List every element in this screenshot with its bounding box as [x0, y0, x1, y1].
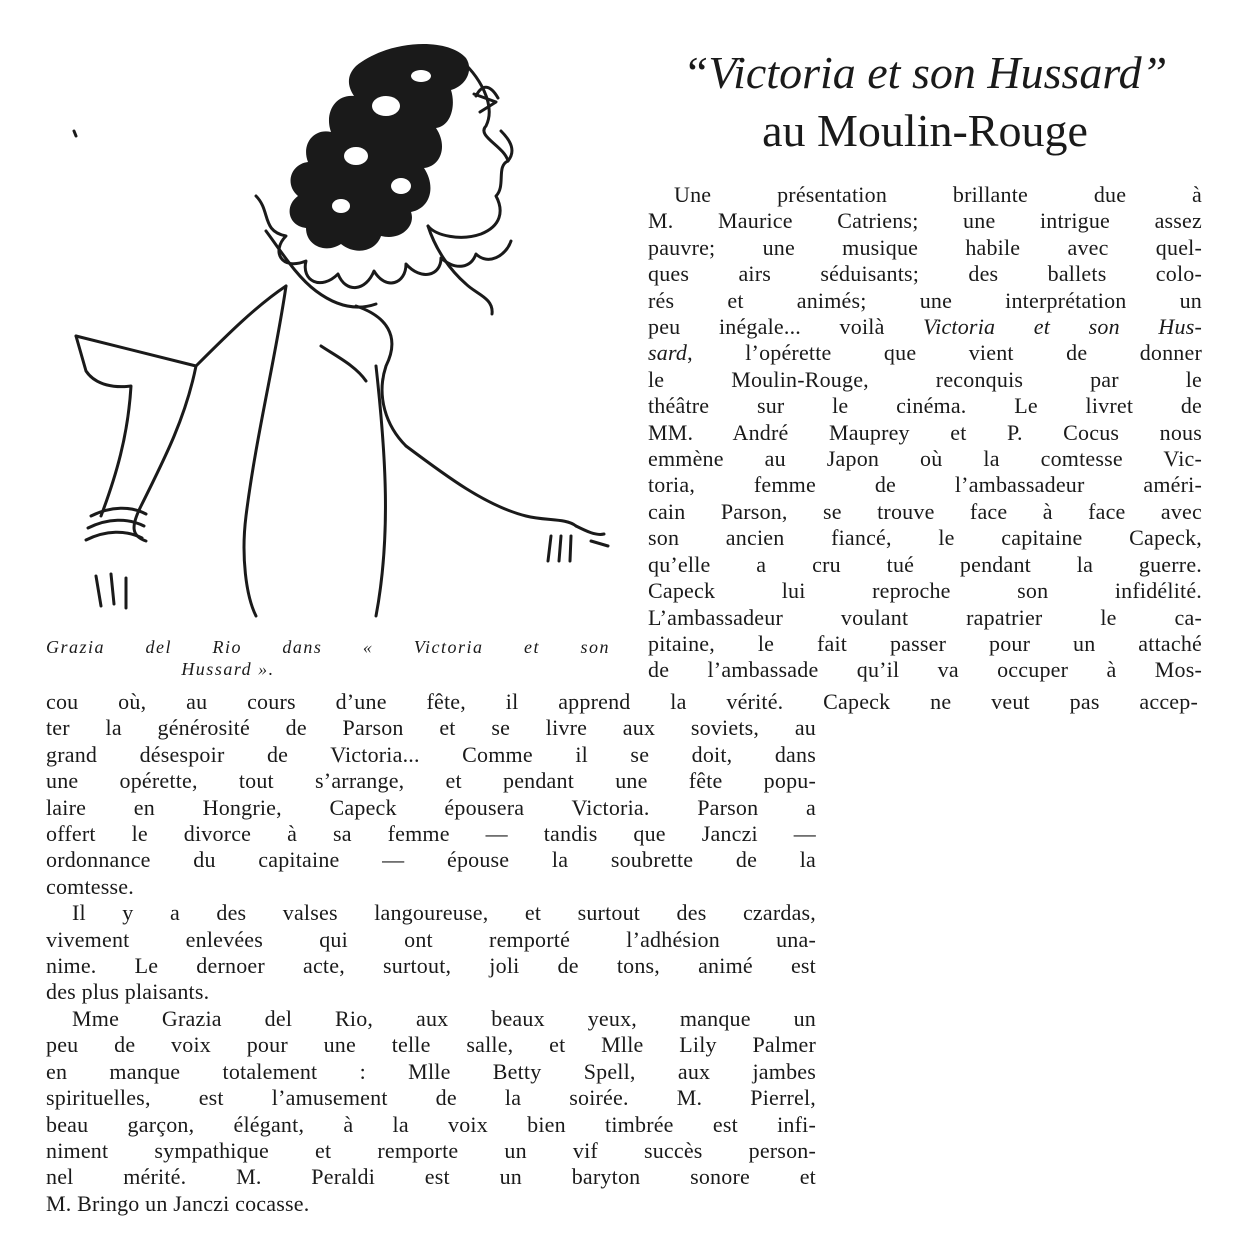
text-line: son ancien fiancé, le capitaine Capeck,	[648, 525, 1202, 551]
text-line: vivement enlevées qui ont remporté l’adhésion una-	[46, 926, 816, 952]
text-fragment: peu inégale... voilà	[648, 314, 924, 340]
text-line: ordonnance du capitaine — épouse la soubrette de la	[46, 847, 816, 873]
text-line: qu’elle a cru tué pendant la guerre.	[648, 551, 1202, 577]
text-line: offert le divorce à sa femme — tandis que Janczi —	[46, 821, 816, 847]
text-line: Mme Grazia del Rio, aux beaux yeux, manque un	[72, 1005, 816, 1031]
text-line: toria, femme de l’ambassadeur améri-	[648, 472, 1202, 498]
title-line-2: au Moulin-Rouge	[762, 105, 1088, 156]
text-line: ter la générosité de Parson et se livre aux soviets, au	[46, 715, 816, 741]
text-line: L’ambassadeur voulant rapatrier le ca-	[648, 604, 1202, 630]
text-line: MM. André Mauprey et P. Cocus nous	[648, 419, 1202, 445]
text-line: cain Parson, se trouve face à face avec	[648, 498, 1202, 524]
article-title	[630, 44, 1220, 160]
text-line: de l’ambassade qu’il va occuper à Mos-	[648, 657, 1202, 683]
text-line: spirituelles, est l’amusement de la soirée. M. Pierrel,	[46, 1085, 816, 1111]
text-line: peu de voix pour une telle salle, et Mlle Lily Palmer	[46, 1032, 816, 1058]
caption-line: Grazia del Rio dans « Victoria et son	[46, 637, 610, 657]
text-line: une opérette, tout s’arrange, et pendant une fête popu-	[46, 768, 816, 794]
text-line	[648, 314, 1202, 340]
text-line: nime. Le dernoer acte, surtout, joli de tons, animé est	[46, 953, 816, 979]
text-line: cou où, au cours d’une fête, il apprend la vérité. Capeck ne veut pas accep-	[46, 689, 1198, 714]
text-line: des plus plaisants.	[46, 979, 210, 1005]
text-line: comtesse.	[46, 873, 134, 899]
text-line: grand désespoir de Victoria... Comme il se doit, dans	[46, 741, 816, 767]
text-line: beau garçon, élégant, à la voix bien timbrée est infi-	[46, 1111, 816, 1137]
text-line: ques airs séduisants; des ballets colo-	[648, 261, 1202, 287]
work-title-ref: Victoria et son Hus-	[923, 314, 1202, 340]
text-line: laire en Hongrie, Capeck épousera Victoria. Parson a	[46, 794, 816, 820]
text-line: le Moulin-Rouge, reconquis par le	[648, 366, 1202, 392]
caption-line: Hussard ».	[181, 659, 275, 679]
work-title-ref: sard	[648, 340, 688, 366]
text-line: niment sympathique et remporte un vif succès person-	[46, 1137, 816, 1163]
text-line: en manque totalement : Mlle Betty Spell, aux jambes	[46, 1058, 816, 1084]
woman-sketch-icon	[56, 36, 616, 636]
text-line: Il y a des valses langoureuse, et surtout des czardas,	[72, 900, 816, 926]
text-line: Une présentation brillante due à	[674, 182, 1202, 207]
text-fragment: , l’opérette que vient de donner	[687, 340, 1202, 366]
text-line: M. Maurice Catriens; une intrigue assez	[648, 208, 1202, 234]
text-line: emmène au Japon où la comtesse Vic-	[648, 446, 1202, 472]
text-line: Capeck lui reproche son infidélité.	[648, 578, 1202, 604]
text-line: rés et animés; une interprétation un	[648, 287, 1202, 313]
text-line: M. Bringo un Janczi cocasse.	[46, 1190, 310, 1216]
illustration	[56, 36, 616, 636]
text-line: théâtre sur le cinéma. Le livret de	[648, 393, 1202, 419]
article-column-left	[46, 689, 1198, 1217]
illustration-caption	[46, 636, 610, 680]
text-line: pitaine, le fait passer pour un attaché	[648, 630, 1202, 656]
title-line-1: “Victoria et son Hussard”	[682, 47, 1168, 98]
text-line	[648, 340, 1202, 366]
article-column-right	[648, 182, 1202, 684]
text-line: pauvre; une musique habile avec quel-	[648, 234, 1202, 260]
text-line: nel mérité. M. Peraldi est un baryton sonore et	[46, 1164, 816, 1190]
